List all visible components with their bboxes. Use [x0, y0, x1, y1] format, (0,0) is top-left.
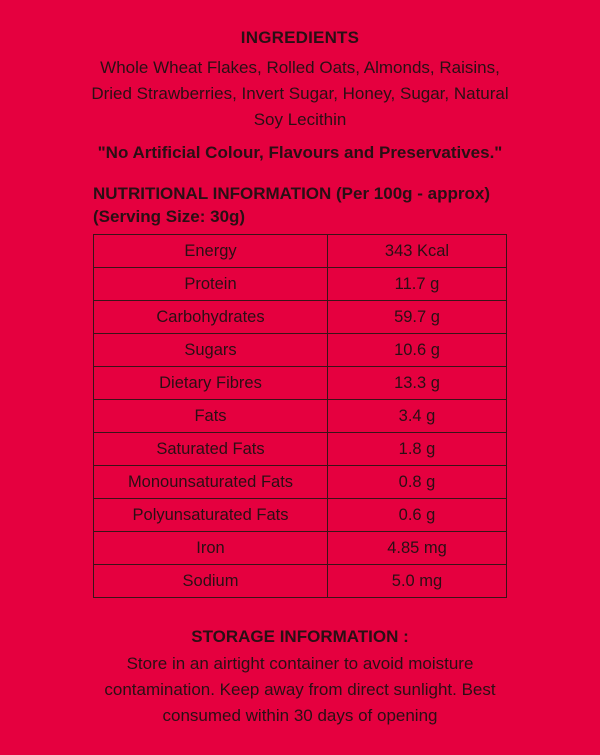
nutrient-name: Monounsaturated Fats	[94, 466, 328, 499]
ingredients-text: Whole Wheat Flakes, Rolled Oats, Almonds, Raisins, Dried Strawberries, Invert Sugar, Honey, Sugar, Natural Soy Lecithin	[91, 58, 509, 129]
table-row	[94, 532, 507, 565]
nutrient-name: Protein	[94, 268, 328, 301]
table-row	[94, 334, 507, 367]
storage-title: STORAGE INFORMATION :	[191, 627, 409, 646]
nutrient-name: Sodium	[94, 565, 328, 598]
nutrient-name: Iron	[94, 532, 328, 565]
nutrition-table	[93, 234, 507, 598]
table-row	[94, 433, 507, 466]
nutrient-value: 3.4 g	[328, 400, 507, 433]
nutrient-name: Polyunsaturated Fats	[94, 499, 328, 532]
nutrient-value: 59.7 g	[328, 301, 507, 334]
table-row	[94, 268, 507, 301]
nutrient-name: Fats	[94, 400, 328, 433]
ingredients-title: INGREDIENTS	[240, 28, 360, 47]
table-row	[94, 466, 507, 499]
nutrient-value: 5.0 mg	[328, 565, 507, 598]
nutrient-name: Carbohydrates	[94, 301, 328, 334]
nutrient-name: Sugars	[94, 334, 328, 367]
nutrient-value: 11.7 g	[328, 268, 507, 301]
table-row	[94, 301, 507, 334]
nutrient-value: 0.6 g	[328, 499, 507, 532]
table-row	[94, 499, 507, 532]
nutrient-value: 0.8 g	[328, 466, 507, 499]
nutrient-name: Saturated Fats	[94, 433, 328, 466]
table-row	[94, 235, 507, 268]
table-row	[94, 400, 507, 433]
nutrition-heading-line1: NUTRITIONAL INFORMATION (Per 100g - approx)	[93, 184, 491, 203]
nutrient-value: 10.6 g	[328, 334, 507, 367]
nutrition-heading	[93, 182, 533, 228]
table-row	[94, 565, 507, 598]
nutrient-name: Dietary Fibres	[94, 367, 328, 400]
nutrition-heading-line2: (Serving Size: 30g)	[93, 207, 246, 226]
table-row	[94, 367, 507, 400]
tagline: "No Artificial Colour, Flavours and Preservatives."	[97, 143, 503, 162]
nutrient-value: 13.3 g	[328, 367, 507, 400]
nutrient-name: Energy	[94, 235, 328, 268]
storage-text: Store in an airtight container to avoid moisture contamination. Keep away from direct sunlight. Best consumed within 30 days of opening	[104, 654, 496, 725]
nutrient-value: 1.8 g	[328, 433, 507, 466]
nutrient-value: 343 Kcal	[328, 235, 507, 268]
nutrient-value: 4.85 mg	[328, 532, 507, 565]
